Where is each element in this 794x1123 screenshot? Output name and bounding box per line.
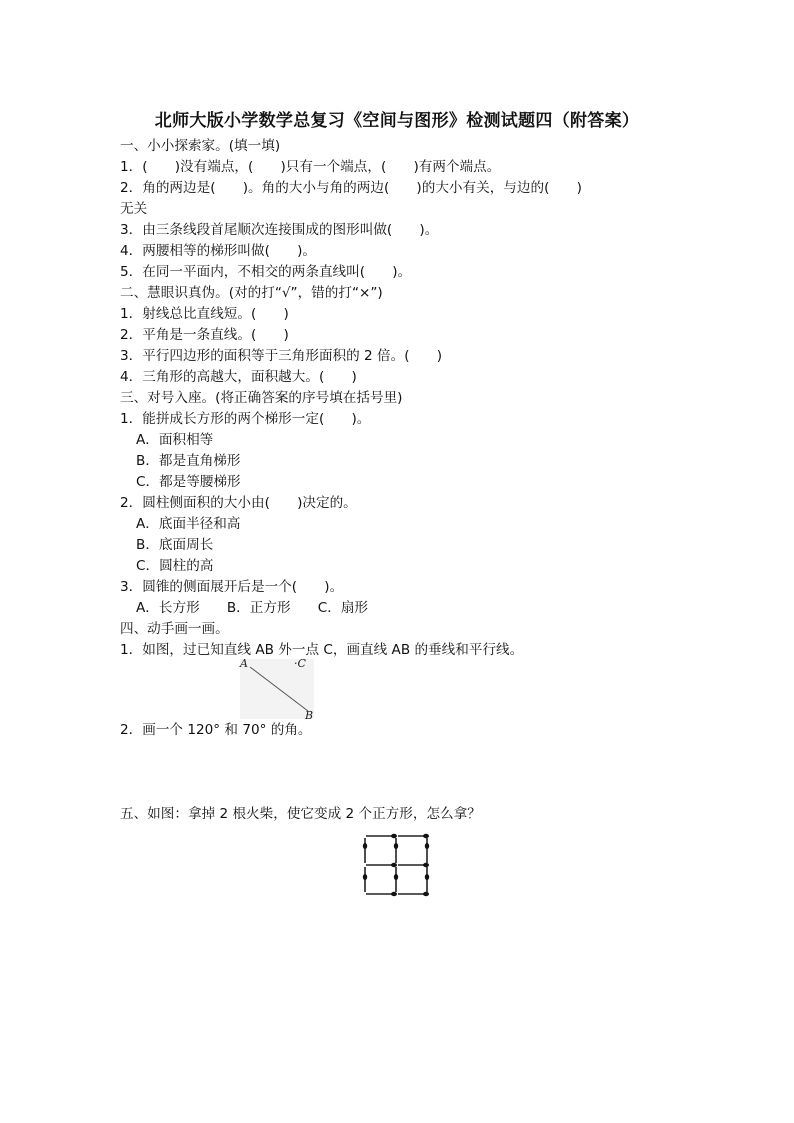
section2-q4: 4．三角形的高越大，面积越大。( ) (120, 369, 357, 385)
point-c-label: ·C (294, 657, 306, 670)
section4-q1: 1．如图，过已知直线 AB 外一点 C，画直线 AB 的垂线和平行线。 (120, 642, 524, 658)
section3-q1: 1．能拼成长方形的两个梯形一定( )。 (120, 411, 371, 427)
section3-q1-option-b: B．都是直角梯形 (136, 453, 241, 469)
section3-q1-option-a: A．面积相等 (136, 432, 214, 448)
section3-q2: 2．圆柱侧面积的大小由( )决定的。 (120, 495, 357, 511)
section3-q3-options: A．长方形 B．正方形 C．扇形 (136, 600, 369, 616)
section1-heading: 一、小小探索家。(填一填) (120, 138, 281, 154)
line-ab-point-c-figure (236, 656, 320, 722)
section3-q2-option-a: A．底面半径和高 (136, 516, 241, 532)
section2-q1: 1．射线总比直线短。( ) (120, 306, 289, 322)
section5-heading: 五、如图：拿掉 2 根火柴，使它变成 2 个正方形，怎么拿？ (120, 806, 481, 822)
section3-q2-option-b: B．底面周长 (136, 537, 214, 553)
section3-q1-option-c: C．都是等腰梯形 (136, 474, 241, 490)
section1-q4: 4．两腰相等的梯形叫做( )。 (120, 243, 316, 259)
section2-q2: 2．平角是一条直线。( ) (120, 327, 289, 343)
section4-q2: 2．画一个 120° 和 70° 的角。 (120, 722, 312, 738)
section3-q3: 3．圆锥的侧面展开后是一个( )。 (120, 579, 344, 595)
section2-heading: 二、慧眼识真伪。(对的打“√”，错的打“×”) (120, 285, 383, 301)
matchstick-squares-figure (361, 832, 433, 900)
section1-q2-continued: 无关 (120, 201, 148, 217)
page-title: 北师大版小学数学总复习《空间与图形》检测试题四（附答案） (154, 111, 640, 131)
section1-q1: 1．( )没有端点，( )只有一个端点，( )有两个端点。 (120, 159, 501, 175)
section3-q2-option-c: C．圆柱的高 (136, 558, 214, 574)
point-b-label: B (305, 709, 314, 722)
section3-heading: 三、对号入座。(将正确答案的序号填在括号里) (120, 390, 403, 406)
section1-q3: 3．由三条线段首尾顺次连接围成的图形叫做( )。 (120, 222, 439, 238)
section1-q5: 5．在同一平面内，不相交的两条直线叫( )。 (120, 264, 412, 280)
section1-q2: 2．角的两边是( )。角的大小与角的两边( )的大小有关，与边的( ) (120, 180, 582, 196)
point-a-label: A (240, 657, 248, 670)
section2-q3: 3．平行四边形的面积等于三角形面积的 2 倍。( ) (120, 348, 443, 364)
section4-heading: 四、动手画一画。 (120, 621, 229, 637)
